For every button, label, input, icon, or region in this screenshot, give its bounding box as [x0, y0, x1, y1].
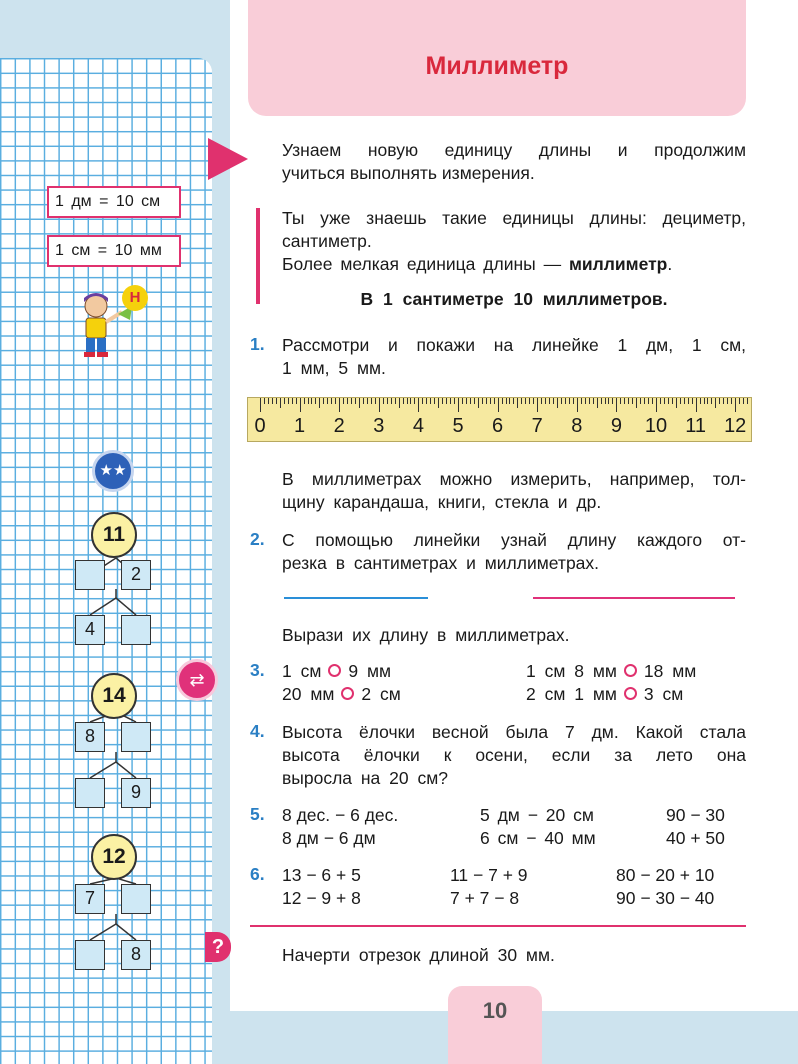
task3-row1-right	[526, 660, 696, 683]
ruler-tick	[359, 398, 360, 408]
task5-c2r1: 5 дм − 20 см	[480, 805, 594, 825]
ruler-tick	[268, 398, 269, 404]
ruler-tick	[727, 398, 728, 404]
ruler-tick	[462, 398, 463, 404]
ruler-tick	[545, 398, 546, 404]
ruler-tick	[541, 398, 542, 404]
ruler-tick	[517, 398, 518, 408]
task6-c1r2: 12 − 9 + 8	[282, 888, 361, 908]
task6-c2r2: 7 + 7 − 8	[450, 888, 520, 908]
ruler-tick	[509, 398, 510, 404]
ruler-tick	[422, 398, 423, 404]
diagram3-right-box	[121, 884, 151, 914]
ruler-tick	[300, 398, 301, 412]
diagram3-top: 12	[91, 834, 137, 880]
ruler-tick	[735, 398, 736, 412]
ruler-tick	[605, 398, 606, 404]
question-icon: ?	[205, 932, 231, 962]
ruler-tick	[375, 398, 376, 404]
task1-number: 1.	[250, 334, 265, 354]
info-line3-bold: миллиметр	[568, 254, 668, 274]
task6-c3r1: 80 − 20 + 10	[616, 865, 715, 885]
ruler-tick	[628, 398, 629, 404]
ruler-tick	[688, 398, 689, 404]
info-line2: сантиметр.	[282, 231, 372, 251]
task3-r2r-b: 3 см	[643, 684, 684, 704]
ruler-tick	[288, 398, 289, 404]
ruler-label: 9	[610, 415, 622, 437]
ruler-tick	[715, 398, 716, 408]
diagram1-bottom-right	[121, 615, 151, 645]
ruler-tick	[395, 398, 396, 404]
ruler-label: 8	[571, 415, 583, 437]
info-statement: В 1 сантиметре 10 миллиметров.	[360, 289, 668, 309]
intro-line2: учиться выполнять измерения.	[282, 163, 535, 183]
ruler-tick	[434, 398, 435, 404]
ruler-tick	[565, 398, 566, 404]
pair-work-icon: ⇄	[176, 659, 218, 701]
ruler-tick	[399, 398, 400, 408]
task3-number: 3.	[250, 660, 265, 680]
ruler-tick	[292, 398, 293, 404]
mascot-letter-badge: Н	[122, 285, 148, 311]
info-line1: Ты уже знаешь такие единицы длины: дециметр,	[282, 208, 746, 228]
ruler-label: 4	[412, 415, 424, 437]
diagram1-right-box: 2	[121, 560, 151, 590]
ruler-tick	[383, 398, 384, 404]
ruler-tick	[616, 398, 617, 412]
ruler-tick	[351, 398, 352, 404]
task5-c1r1: 8 дес. − 6 дес.	[282, 805, 399, 825]
ruler-tick	[486, 398, 487, 404]
task3-r2l-a: 20 мм	[282, 684, 335, 704]
ruler-tick	[311, 398, 312, 404]
ruler-tick	[304, 398, 305, 404]
ruler-tick	[410, 398, 411, 404]
ruler-tick	[331, 398, 332, 404]
task2-line2: резка в сантиметрах и миллиметрах.	[282, 553, 600, 573]
task4-line3: выросла на 20 см?	[282, 768, 448, 788]
ruler-tick	[308, 398, 309, 404]
ruler-tick	[711, 398, 712, 404]
ruler-tick	[347, 398, 348, 404]
ruler-tick	[589, 398, 590, 404]
diagram2-left-box: 8	[75, 722, 105, 752]
task6-c2r1: 11 − 7 + 9	[450, 865, 528, 885]
ruler-tick	[466, 398, 467, 404]
ruler-tick	[553, 398, 554, 404]
ruler-tick	[636, 398, 637, 408]
ruler-tick	[474, 398, 475, 404]
diagram1-left-box	[75, 560, 105, 590]
ruler-tick	[743, 398, 744, 404]
ruler-tick	[521, 398, 522, 404]
task6-c3r2: 90 − 30 − 40	[616, 888, 715, 908]
ruler-label: 0	[254, 415, 266, 437]
task3-r1l-b: 9 мм	[348, 661, 392, 681]
ruler-tick	[739, 398, 740, 404]
ruler-tick	[696, 398, 697, 412]
task2-line1: С помощью линейки узнай длину каждого от-	[282, 530, 746, 550]
task3-r1r-b: 18 мм	[643, 661, 697, 681]
ruler-tick	[731, 398, 732, 404]
compare-circle-icon[interactable]	[624, 664, 637, 677]
task5-c3r2: 40 + 50	[666, 828, 725, 848]
ruler-tick	[367, 398, 368, 404]
diagram2-bottom-right: 9	[121, 778, 151, 808]
ruler-label: 5	[452, 415, 464, 437]
ruler-tick	[700, 398, 701, 404]
task3-row2-left	[282, 683, 401, 706]
diagram2-right-box	[121, 722, 151, 752]
info-line3	[282, 253, 672, 276]
ruler-tick	[549, 398, 550, 404]
ruler-tick	[660, 398, 661, 404]
ruler-tick	[537, 398, 538, 412]
task3-r2r-a: 2 см 1 мм	[526, 684, 617, 704]
ruler-tick	[296, 398, 297, 404]
ruler-tick	[450, 398, 451, 404]
task6-number: 6.	[250, 864, 265, 884]
ruler-tick	[513, 398, 514, 404]
ruler-tick	[276, 398, 277, 404]
ruler-label: 11	[685, 415, 706, 437]
ruler-tick	[327, 398, 328, 404]
ruler-tick	[506, 398, 507, 404]
ruler-tick	[478, 398, 479, 408]
ruler-tick	[585, 398, 586, 404]
ruler-tick	[672, 398, 673, 404]
ruler-tick	[260, 398, 261, 412]
ruler-tick	[343, 398, 344, 404]
diagram2-top: 14	[91, 673, 137, 719]
info-marker-bar	[256, 208, 260, 304]
ruler-tick	[355, 398, 356, 404]
ruler-tick	[446, 398, 447, 404]
task5-c2r2: 6 см − 40 мм	[480, 828, 596, 848]
task4-number: 4.	[250, 721, 265, 741]
ruler-tick	[498, 398, 499, 412]
ruler-tick	[593, 398, 594, 404]
stars-badge-icon: ★★	[92, 450, 134, 492]
ruler-tick	[315, 398, 316, 404]
ruler-tick	[529, 398, 530, 404]
formula-cm-mm: 1 см = 10 мм	[47, 235, 181, 267]
ruler-label: 10	[644, 415, 668, 437]
ruler-tick	[668, 398, 669, 404]
ruler-tick	[458, 398, 459, 412]
ruler	[247, 397, 752, 442]
ruler-tick	[438, 398, 439, 408]
compare-circle-icon[interactable]	[328, 664, 341, 677]
ruler-tick	[624, 398, 625, 404]
ruler-tick	[656, 398, 657, 412]
ruler-tick	[470, 398, 471, 404]
ruler-tick	[339, 398, 340, 412]
ruler-tick	[430, 398, 431, 404]
compare-circle-icon[interactable]	[341, 687, 354, 700]
page-number: 10	[482, 998, 508, 1023]
task2-express: Вырази их длину в миллиметрах.	[282, 625, 570, 645]
measure-line1: В миллиметрах можно измерить, например, тол-	[282, 469, 746, 489]
ruler-tick	[597, 398, 598, 408]
task3-r1r-a: 1 см 8 мм	[526, 661, 617, 681]
ruler-tick	[335, 398, 336, 404]
ruler-tick	[502, 398, 503, 404]
title-box	[248, 0, 746, 116]
ruler-tick	[494, 398, 495, 404]
ruler-tick	[371, 398, 372, 404]
ruler-tick	[676, 398, 677, 408]
task4-line2: высота ёлочки к осени, если за лето она	[282, 745, 746, 765]
task3-row2-right	[526, 683, 683, 706]
ruler-tick	[414, 398, 415, 404]
ruler-tick	[707, 398, 708, 404]
ruler-tick	[620, 398, 621, 404]
ruler-tick	[379, 398, 380, 412]
ruler-tick	[482, 398, 483, 404]
ruler-tick	[704, 398, 705, 404]
ruler-tick	[664, 398, 665, 404]
diagram3-bottom-left	[75, 940, 105, 970]
ruler-tick	[557, 398, 558, 408]
ruler-tick	[264, 398, 265, 404]
ruler-label: 3	[373, 415, 385, 437]
diagram1-top: 11	[91, 512, 137, 558]
ruler-label: 7	[531, 415, 543, 437]
task5-c1r2: 8 дм − 6 дм	[282, 828, 376, 848]
ruler-tick	[426, 398, 427, 404]
task6-c1r1: 13 − 6 + 5	[282, 865, 361, 885]
ruler-tick	[692, 398, 693, 404]
ruler-tick	[363, 398, 364, 404]
diagram3-bottom-right: 8	[121, 940, 151, 970]
ruler-tick	[272, 398, 273, 404]
formula-dm-cm: 1 дм = 10 см	[47, 186, 181, 218]
compare-circle-icon[interactable]	[624, 687, 637, 700]
diagram1-bottom-left: 4	[75, 615, 105, 645]
ruler-tick	[454, 398, 455, 404]
question-divider	[250, 925, 746, 927]
task4-line1: Высота ёлочки весной была 7 дм. Какой стала	[282, 722, 746, 742]
ruler-tick	[533, 398, 534, 404]
ruler-tick	[632, 398, 633, 404]
diagram2-bottom-left	[75, 778, 105, 808]
ruler-tick	[407, 398, 408, 404]
ruler-tick	[719, 398, 720, 404]
ruler-tick	[640, 398, 641, 404]
ruler-tick	[323, 398, 324, 404]
ruler-tick	[577, 398, 578, 412]
task3-r1l-a: 1 см	[282, 661, 322, 681]
ruler-tick	[608, 398, 609, 404]
ruler-label: 12	[724, 415, 747, 437]
ruler-tick	[561, 398, 562, 404]
task3-r2l-b: 2 см	[361, 684, 401, 704]
task3-row1-left	[282, 660, 391, 683]
ruler-tick	[601, 398, 602, 404]
ruler-tick	[319, 398, 320, 408]
ruler-tick	[280, 398, 281, 408]
task1-line2: 1 мм, 5 мм.	[282, 358, 386, 378]
page-title: Миллиметр	[425, 52, 569, 80]
diagram3-left-box: 7	[75, 884, 105, 914]
measure-line2: щину карандаша, книги, стекла и др.	[282, 492, 602, 512]
ruler-tick	[684, 398, 685, 404]
intro-arrow-icon	[208, 138, 248, 180]
info-line3-suffix: .	[667, 254, 673, 274]
ruler-label: 1	[294, 415, 306, 437]
ruler-tick	[525, 398, 526, 404]
info-line3-prefix: Более мелкая единица длины —	[282, 254, 562, 274]
ruler-tick	[490, 398, 491, 404]
question-text: Начерти отрезок длиной 30 мм.	[282, 945, 555, 965]
page-number-tab	[448, 986, 542, 1064]
ruler-tick	[723, 398, 724, 404]
ruler-tick	[644, 398, 645, 404]
ruler-tick	[680, 398, 681, 404]
segment-pink	[533, 597, 735, 599]
task5-number: 5.	[250, 804, 265, 824]
ruler-tick	[418, 398, 419, 412]
segment-blue	[284, 597, 428, 599]
ruler-tick	[391, 398, 392, 404]
intro-line1: Узнаем новую единицу длины и продолжим	[282, 140, 746, 160]
ruler-tick	[403, 398, 404, 404]
ruler-tick	[747, 398, 748, 404]
task5-c3r1: 90 − 30	[666, 805, 725, 825]
ruler-tick	[648, 398, 649, 404]
ruler-tick	[581, 398, 582, 404]
ruler-tick	[387, 398, 388, 404]
task1-line1: Рассмотри и покажи на линейке 1 дм, 1 см,	[282, 335, 746, 355]
ruler-label: 6	[492, 415, 504, 437]
ruler-tick	[612, 398, 613, 404]
ruler-tick	[442, 398, 443, 404]
ruler-tick	[652, 398, 653, 404]
task2-number: 2.	[250, 529, 265, 549]
ruler-label: 2	[333, 415, 345, 437]
ruler-tick	[569, 398, 570, 404]
ruler-tick	[573, 398, 574, 404]
ruler-tick	[284, 398, 285, 404]
